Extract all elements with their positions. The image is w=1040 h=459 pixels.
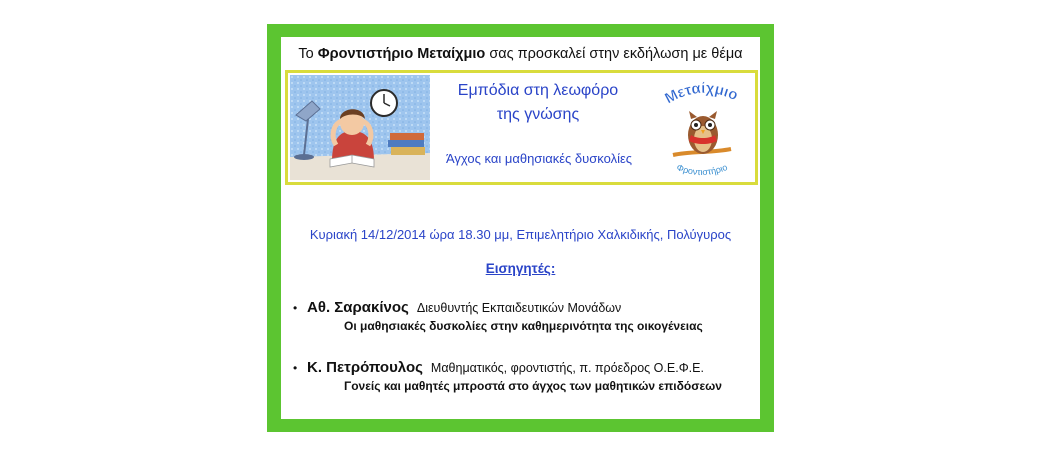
speaker-topic: Γονείς και μαθητές μπροστά στο άγχος των μαθητικών επιδόσεων bbox=[344, 379, 722, 393]
speaker-entry bbox=[293, 359, 760, 393]
speaker-name: Κ. Πετρόπουλος bbox=[307, 359, 423, 376]
invitation-card-inner bbox=[281, 37, 760, 419]
banner-subtitle: Άγχος και μαθησιακές δυσκολίες bbox=[445, 151, 633, 166]
speaker-entry bbox=[293, 299, 760, 333]
intro-org-name: Φροντιστήριο Μεταίχμιο bbox=[317, 46, 486, 62]
banner-title bbox=[438, 79, 638, 127]
event-details: Κυριακή 14/12/2014 ώρα 18.30 μμ, Επιμελητήριο Χαλκιδικής, Πολύγυρος bbox=[309, 227, 732, 242]
banner-title-line-2: της γνώσης bbox=[496, 106, 580, 123]
title-banner bbox=[285, 70, 758, 185]
student-studying-illustration bbox=[290, 75, 430, 180]
metaixmio-owl-logo bbox=[651, 75, 751, 180]
banner-title-line-1: Εμπόδια στη λεωφόρο bbox=[457, 82, 619, 99]
logo-subtitle: Φροντιστήριο bbox=[675, 161, 729, 178]
invitation-card bbox=[267, 24, 774, 432]
bullet-icon: • bbox=[293, 361, 298, 375]
speaker-name: Αθ. Σαρακίνος bbox=[307, 299, 409, 316]
intro-line bbox=[281, 46, 760, 62]
speakers-heading: Εισηγητές: bbox=[485, 261, 556, 276]
speaker-header bbox=[293, 299, 760, 316]
speaker-role: Διευθυντής Εκπαιδευτικών Μονάδων bbox=[416, 301, 622, 315]
logo-wordmark: Μεταίχμιο bbox=[662, 79, 741, 108]
intro-prefix: Το bbox=[298, 46, 318, 62]
bullet-icon: • bbox=[293, 301, 298, 315]
speaker-role: Μαθηματικός, φροντιστής, π. πρόεδρος Ο.Ε.Φ.Ε. bbox=[430, 361, 704, 375]
speaker-topic: Οι μαθησιακές δυσκολίες στην καθημερινότητα της οικογένειας bbox=[344, 319, 703, 333]
svg-text:Φροντιστήριο bbox=[675, 162, 729, 177]
speaker-header bbox=[293, 359, 760, 376]
svg-text:Μεταίχμιο bbox=[662, 80, 740, 108]
intro-suffix: σας προσκαλεί στην εκδήλωση με θέμα bbox=[485, 46, 743, 62]
